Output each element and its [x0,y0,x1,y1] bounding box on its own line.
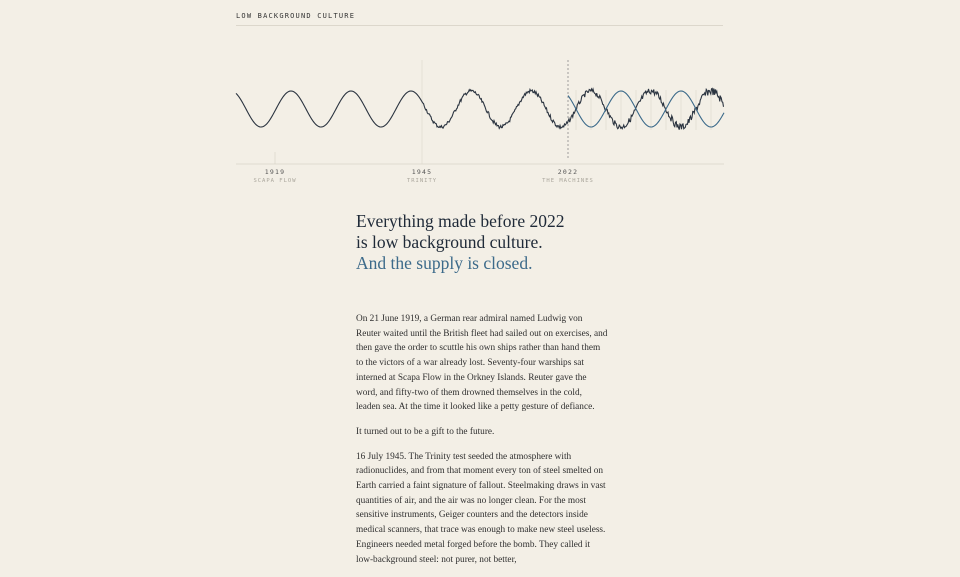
article-body [356,312,608,577]
site-title: LOW BACKGROUND CULTURE [236,12,356,20]
timeline-wave-graphic [236,40,724,190]
marker-event-1919: SCAPA FLOW [253,178,297,184]
headline [356,211,676,274]
article-paragraph: 16 July 1945. The Trinity test seeded the atmosphere with radionuclides, and from that moment every ton of steel smelted on Earth carried a faint signature of fallout. Steelmaking draws in vast quantities of air, and the air was no longer clean. For the most sensitive instruments, Geiger counters and the detectors inside medical scanners, that trace was enough to make new steel useless. Engineers needed metal forged before the bomb. They called it low-background steel: not purer, not better, [356,451,606,565]
headline-line-1: Everything made before 2022 [356,211,565,231]
headline-line-3-accent: And the supply is closed. [356,253,533,273]
secondary-wave [568,91,724,127]
article-paragraph: It turned out to be a gift to the future. [356,426,495,437]
marker-event-2022: THE MACHINES [542,178,594,184]
marker-year-2022: 2022 [557,168,579,176]
header-divider [236,25,723,26]
headline-line-2: is low background culture. [356,232,543,252]
marker-event-1945: TRINITY [406,178,438,184]
marker-year-1919: 1919 [264,168,286,176]
primary-wave [236,88,724,129]
marker-year-1945: 1945 [411,168,433,176]
article-paragraph: On 21 June 1919, a German rear admiral named Ludwig von Reuter waited until the British fleet had sailed out on exercises, and then gave the order to scuttle his own ships rather than hand them to the victors of a war already lost. Seventy-four warships sat interned at Scapa Flow in the Orkney Islands. Reuter gave the word, and fifty-two of them drowned themselves in the cold, leaden sea. At the time it looked like a petty gesture of defiance. [356,314,608,413]
